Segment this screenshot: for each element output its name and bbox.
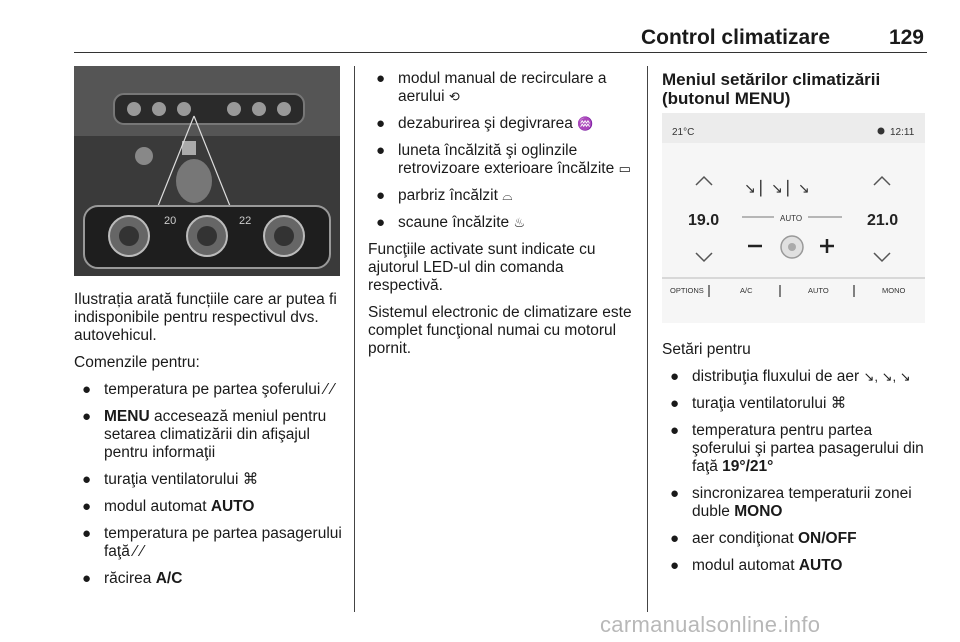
photo-caption: Ilustrația arată funcțiile care ar putea fi indisponibile pentru respectivul dvs. autovehicul. bbox=[74, 291, 337, 344]
air-distribution-icon: ↘ ▏↘ ▏↘ bbox=[744, 181, 810, 197]
column-3 bbox=[662, 341, 927, 584]
list-item: ● modul automat AUTO bbox=[670, 557, 843, 575]
led-indication-paragraph: Funcţiile activate sunt indicate cu ajutorul LED-ul din comanda respectivă. bbox=[368, 241, 596, 295]
auto-tab: AUTO bbox=[808, 286, 829, 295]
settings-list bbox=[662, 368, 927, 575]
settings-icon bbox=[878, 128, 885, 135]
heated-seat-icon: ♨ bbox=[513, 215, 526, 231]
list-item: ● sincronizarea temperaturii zonei duble MONO bbox=[670, 485, 912, 521]
climate-control-panel-photo bbox=[74, 66, 340, 276]
heated-windscreen-icon: ⌓ bbox=[502, 188, 513, 204]
list-item: ● parbriz încălzit ⌓ bbox=[376, 187, 513, 205]
controls-intro: Comenzile pentru: bbox=[74, 354, 200, 371]
settings-intro: Setări pentru bbox=[662, 341, 751, 358]
air-distribution-icon: ↘, ↘, ↘ bbox=[863, 369, 911, 384]
list-item: ● aer condiţionat ON/OFF bbox=[670, 530, 857, 548]
header-rule bbox=[74, 52, 927, 53]
outside-temp: 21°C bbox=[672, 127, 695, 138]
climate-menu-screen bbox=[662, 113, 925, 323]
list-item: ● turaţia ventilatorului ⌘ bbox=[670, 395, 847, 413]
list-item: ● temperatura pe partea pasagerului faţă ⁄ ⁄ bbox=[82, 525, 342, 560]
mono-tab: MONO bbox=[882, 286, 906, 295]
list-item: ● modul manual de recirculare a aerului ⟲ bbox=[376, 70, 607, 106]
list-item: ● turaţia ventilatorului ⌘ bbox=[82, 471, 259, 488]
list-item: ● luneta încălzită şi oglinzile retrovizoare exterioare încălzite ▭ bbox=[376, 142, 631, 178]
rear-window-heating-icon: ▭ bbox=[618, 161, 631, 177]
column-1 bbox=[74, 291, 342, 597]
column-separator-2 bbox=[647, 66, 648, 612]
engine-running-paragraph: Sistemul electronic de climatizare este complet funcţional numai cu motorul pornit. bbox=[368, 304, 632, 358]
page-number: 129 bbox=[888, 26, 924, 49]
defrost-icon: ♒ bbox=[577, 116, 594, 132]
column-3-heading bbox=[662, 70, 927, 108]
page-header-title: Control climatizare bbox=[640, 26, 830, 49]
auto-label: AUTO bbox=[780, 214, 803, 223]
svg-text:22: 22 bbox=[239, 215, 252, 227]
list-item: ● distribuţia fluxului de aer ↘, ↘, ↘ bbox=[670, 368, 911, 386]
section-heading: Meniul setărilor climatizării (butonul MENU) bbox=[662, 70, 881, 108]
column-separator-1 bbox=[354, 66, 355, 612]
list-item: ● modul automat AUTO bbox=[82, 498, 255, 515]
recirculation-icon: ⟲ bbox=[448, 89, 460, 104]
clock: 12:11 bbox=[890, 127, 915, 138]
list-item: ● dezaburirea şi degivrarea ♒ bbox=[376, 115, 594, 133]
list-item: ● temperatura pentru partea şoferului şi partea pasagerului din faţă 19°/21° bbox=[670, 422, 924, 476]
right-temp: 21.0 bbox=[867, 212, 899, 229]
list-item: ● temperatura pe partea şoferului ⁄ ⁄ bbox=[82, 381, 335, 398]
options-tab: OPTIONS bbox=[670, 286, 704, 295]
left-temp: 19.0 bbox=[688, 212, 720, 229]
list-item: ● MENU accesează meniul pentru setarea climatizării din afişajul pentru informaţii bbox=[82, 408, 327, 461]
svg-text:20: 20 bbox=[164, 215, 177, 227]
functions-list bbox=[368, 70, 638, 232]
column-2 bbox=[368, 70, 638, 367]
list-item: ● răcirea A/C bbox=[82, 570, 183, 587]
watermark: carmanualsonline.info bbox=[600, 612, 821, 637]
ac-tab: A/C bbox=[740, 286, 753, 295]
list-item: ● scaune încălzite ♨ bbox=[376, 214, 526, 232]
controls-list bbox=[74, 381, 342, 588]
